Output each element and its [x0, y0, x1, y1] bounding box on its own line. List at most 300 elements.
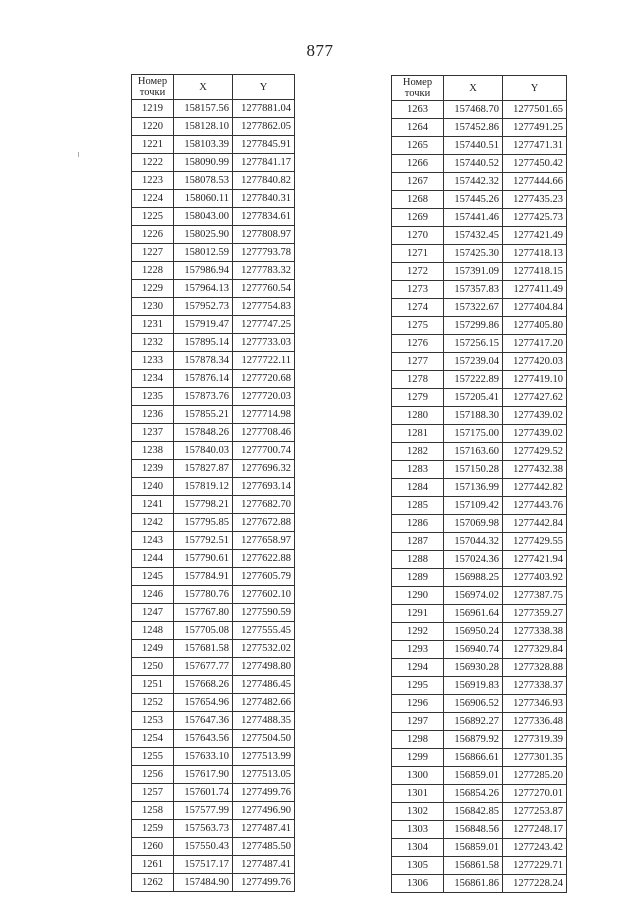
point-number-cell: 1262: [132, 874, 174, 892]
y-coordinate-cell: 1277270.01: [503, 785, 567, 803]
x-coordinate-cell: 156854.26: [444, 785, 503, 803]
y-coordinate-cell: 1277329.84: [503, 641, 567, 659]
x-coordinate-cell: 156988.25: [444, 569, 503, 587]
x-coordinate-cell: 157150.28: [444, 461, 503, 479]
x-coordinate-cell: 157617.90: [174, 766, 233, 784]
point-number-cell: 1242: [132, 514, 174, 532]
x-coordinate-cell: 157468.70: [444, 101, 503, 119]
table-row: [392, 857, 567, 875]
y-coordinate-cell: 1277708.46: [233, 424, 295, 442]
table-row: [132, 478, 295, 496]
x-coordinate-cell: 157798.21: [174, 496, 233, 514]
x-coordinate-cell: 157175.00: [444, 425, 503, 443]
y-coordinate-cell: 1277700.74: [233, 442, 295, 460]
point-number-cell: 1255: [132, 748, 174, 766]
margin-mark: [78, 152, 79, 157]
point-number-cell: 1294: [392, 659, 444, 677]
x-coordinate-cell: 157784.91: [174, 568, 233, 586]
y-coordinate-cell: 1277418.15: [503, 263, 567, 281]
point-number-cell: 1297: [392, 713, 444, 731]
table-row: [392, 353, 567, 371]
table-row: [132, 838, 295, 856]
point-number-cell: 1267: [392, 173, 444, 191]
point-number-cell: 1299: [392, 749, 444, 767]
y-coordinate-cell: 1277532.02: [233, 640, 295, 658]
table-row: [132, 532, 295, 550]
table-row: [132, 442, 295, 460]
y-coordinate-cell: 1277439.02: [503, 425, 567, 443]
table-row: [392, 785, 567, 803]
y-coordinate-cell: 1277482.66: [233, 694, 295, 712]
x-coordinate-cell: 157876.14: [174, 370, 233, 388]
point-number-cell: 1241: [132, 496, 174, 514]
point-number-cell: 1247: [132, 604, 174, 622]
x-coordinate-cell: 157109.42: [444, 497, 503, 515]
x-coordinate-cell: 157986.94: [174, 262, 233, 280]
table-row: [132, 514, 295, 532]
point-number-cell: 1298: [392, 731, 444, 749]
y-coordinate-cell: 1277419.10: [503, 371, 567, 389]
point-number-cell: 1260: [132, 838, 174, 856]
x-coordinate-cell: 157643.56: [174, 730, 233, 748]
coordinates-table-left: [131, 74, 295, 892]
point-number-cell: 1304: [392, 839, 444, 857]
y-coordinate-cell: 1277733.03: [233, 334, 295, 352]
x-coordinate-cell: 156859.01: [444, 839, 503, 857]
table-row: [132, 874, 295, 892]
table-row: [392, 551, 567, 569]
table-row: [392, 605, 567, 623]
y-coordinate-cell: 1277862.05: [233, 118, 295, 136]
x-coordinate-cell: 158157.56: [174, 100, 233, 118]
point-number-cell: 1231: [132, 316, 174, 334]
y-coordinate-cell: 1277696.32: [233, 460, 295, 478]
y-coordinate-cell: 1277404.84: [503, 299, 567, 317]
point-number-cell: 1279: [392, 389, 444, 407]
point-number-cell: 1270: [392, 227, 444, 245]
x-coordinate-cell: 157878.34: [174, 352, 233, 370]
y-coordinate-cell: 1277429.52: [503, 443, 567, 461]
point-number-cell: 1275: [392, 317, 444, 335]
x-coordinate-cell: 157767.80: [174, 604, 233, 622]
table-row: [392, 407, 567, 425]
header-x: X: [444, 76, 503, 101]
table-row: [132, 244, 295, 262]
point-number-cell: 1252: [132, 694, 174, 712]
table-row: [392, 677, 567, 695]
point-number-cell: 1280: [392, 407, 444, 425]
y-coordinate-cell: 1277328.88: [503, 659, 567, 677]
table-row: [132, 820, 295, 838]
y-coordinate-cell: 1277319.39: [503, 731, 567, 749]
x-coordinate-cell: 156861.58: [444, 857, 503, 875]
table-row: [132, 334, 295, 352]
point-number-cell: 1227: [132, 244, 174, 262]
y-coordinate-cell: 1277403.92: [503, 569, 567, 587]
x-coordinate-cell: 156879.92: [444, 731, 503, 749]
y-coordinate-cell: 1277513.05: [233, 766, 295, 784]
point-number-cell: 1229: [132, 280, 174, 298]
x-coordinate-cell: 157024.36: [444, 551, 503, 569]
table-row: [392, 425, 567, 443]
table-row: [392, 497, 567, 515]
x-coordinate-cell: 157440.52: [444, 155, 503, 173]
point-number-cell: 1244: [132, 550, 174, 568]
table-body-right: [392, 101, 567, 893]
y-coordinate-cell: 1277471.31: [503, 137, 567, 155]
y-coordinate-cell: 1277443.76: [503, 497, 567, 515]
y-coordinate-cell: 1277720.03: [233, 388, 295, 406]
point-number-cell: 1306: [392, 875, 444, 893]
table-row: [132, 262, 295, 280]
y-coordinate-cell: 1277722.11: [233, 352, 295, 370]
y-coordinate-cell: 1277485.50: [233, 838, 295, 856]
y-coordinate-cell: 1277486.45: [233, 676, 295, 694]
y-coordinate-cell: 1277338.37: [503, 677, 567, 695]
point-number-cell: 1276: [392, 335, 444, 353]
table-row: [132, 370, 295, 388]
x-coordinate-cell: 158090.99: [174, 154, 233, 172]
point-number-cell: 1236: [132, 406, 174, 424]
x-coordinate-cell: 156961.64: [444, 605, 503, 623]
y-coordinate-cell: 1277602.10: [233, 586, 295, 604]
y-coordinate-cell: 1277253.87: [503, 803, 567, 821]
x-coordinate-cell: 158078.53: [174, 172, 233, 190]
y-coordinate-cell: 1277498.80: [233, 658, 295, 676]
x-coordinate-cell: 157550.43: [174, 838, 233, 856]
x-coordinate-cell: 157668.26: [174, 676, 233, 694]
table-body-left: [132, 100, 295, 892]
point-number-cell: 1225: [132, 208, 174, 226]
table-row: [132, 316, 295, 334]
x-coordinate-cell: 157780.76: [174, 586, 233, 604]
x-coordinate-cell: 158103.39: [174, 136, 233, 154]
y-coordinate-cell: 1277499.76: [233, 874, 295, 892]
y-coordinate-cell: 1277420.03: [503, 353, 567, 371]
point-number-cell: 1290: [392, 587, 444, 605]
point-number-cell: 1226: [132, 226, 174, 244]
x-coordinate-cell: 157205.41: [444, 389, 503, 407]
x-coordinate-cell: 157163.60: [444, 443, 503, 461]
point-number-cell: 1258: [132, 802, 174, 820]
point-number-cell: 1287: [392, 533, 444, 551]
x-coordinate-cell: 156859.01: [444, 767, 503, 785]
x-coordinate-cell: 157391.09: [444, 263, 503, 281]
table-row: [132, 190, 295, 208]
point-number-cell: 1254: [132, 730, 174, 748]
y-coordinate-cell: 1277442.84: [503, 515, 567, 533]
y-coordinate-cell: 1277760.54: [233, 280, 295, 298]
y-coordinate-cell: 1277499.76: [233, 784, 295, 802]
table-row: [392, 281, 567, 299]
point-number-cell: 1284: [392, 479, 444, 497]
point-number-cell: 1265: [392, 137, 444, 155]
table-row: [132, 136, 295, 154]
x-coordinate-cell: 157299.86: [444, 317, 503, 335]
x-coordinate-cell: 157827.87: [174, 460, 233, 478]
y-coordinate-cell: 1277491.25: [503, 119, 567, 137]
y-coordinate-cell: 1277248.17: [503, 821, 567, 839]
y-coordinate-cell: 1277720.68: [233, 370, 295, 388]
x-coordinate-cell: 157790.61: [174, 550, 233, 568]
x-coordinate-cell: 157873.76: [174, 388, 233, 406]
x-coordinate-cell: 156861.86: [444, 875, 503, 893]
x-coordinate-cell: 157601.74: [174, 784, 233, 802]
x-coordinate-cell: 157848.26: [174, 424, 233, 442]
x-coordinate-cell: 158012.59: [174, 244, 233, 262]
y-coordinate-cell: 1277439.02: [503, 407, 567, 425]
y-coordinate-cell: 1277840.82: [233, 172, 295, 190]
x-coordinate-cell: 156950.24: [444, 623, 503, 641]
x-coordinate-cell: 157357.83: [444, 281, 503, 299]
y-coordinate-cell: 1277783.32: [233, 262, 295, 280]
point-number-cell: 1282: [392, 443, 444, 461]
y-coordinate-cell: 1277429.55: [503, 533, 567, 551]
table-row: [132, 460, 295, 478]
point-number-cell: 1301: [392, 785, 444, 803]
x-coordinate-cell: 156974.02: [444, 587, 503, 605]
table-row: [132, 658, 295, 676]
y-coordinate-cell: 1277840.31: [233, 190, 295, 208]
y-coordinate-cell: 1277427.62: [503, 389, 567, 407]
point-number-cell: 1240: [132, 478, 174, 496]
table-row: [392, 173, 567, 191]
page-number: 877: [306, 41, 334, 60]
table-row: [392, 587, 567, 605]
x-coordinate-cell: 157952.73: [174, 298, 233, 316]
table-row: [392, 713, 567, 731]
point-number-cell: 1261: [132, 856, 174, 874]
table-row: [392, 101, 567, 119]
x-coordinate-cell: 157855.21: [174, 406, 233, 424]
table-row: [392, 569, 567, 587]
table-row: [392, 389, 567, 407]
table-row: [132, 604, 295, 622]
y-coordinate-cell: 1277450.42: [503, 155, 567, 173]
point-number-cell: 1271: [392, 245, 444, 263]
table-row: [392, 299, 567, 317]
point-number-cell: 1259: [132, 820, 174, 838]
x-coordinate-cell: 157654.96: [174, 694, 233, 712]
x-coordinate-cell: 157188.30: [444, 407, 503, 425]
y-coordinate-cell: 1277841.17: [233, 154, 295, 172]
y-coordinate-cell: 1277605.79: [233, 568, 295, 586]
y-coordinate-cell: 1277346.93: [503, 695, 567, 713]
point-number-cell: 1253: [132, 712, 174, 730]
table-row: [392, 803, 567, 821]
point-number-cell: 1273: [392, 281, 444, 299]
y-coordinate-cell: 1277435.23: [503, 191, 567, 209]
point-number-cell: 1296: [392, 695, 444, 713]
point-number-cell: 1268: [392, 191, 444, 209]
x-coordinate-cell: 156940.74: [444, 641, 503, 659]
point-number-cell: 1222: [132, 154, 174, 172]
y-coordinate-cell: 1277555.45: [233, 622, 295, 640]
y-coordinate-cell: 1277754.83: [233, 298, 295, 316]
table-row: [132, 388, 295, 406]
point-number-cell: 1245: [132, 568, 174, 586]
point-number-cell: 1264: [392, 119, 444, 137]
table-row: [392, 839, 567, 857]
point-number-cell: 1272: [392, 263, 444, 281]
y-coordinate-cell: 1277444.66: [503, 173, 567, 191]
point-number-cell: 1232: [132, 334, 174, 352]
table-row: [132, 154, 295, 172]
point-number-cell: 1256: [132, 766, 174, 784]
x-coordinate-cell: 156848.56: [444, 821, 503, 839]
x-coordinate-cell: 157647.36: [174, 712, 233, 730]
point-number-cell: 1234: [132, 370, 174, 388]
x-coordinate-cell: 157705.08: [174, 622, 233, 640]
x-coordinate-cell: 157895.14: [174, 334, 233, 352]
y-coordinate-cell: 1277622.88: [233, 550, 295, 568]
table-row: [392, 317, 567, 335]
x-coordinate-cell: 157795.85: [174, 514, 233, 532]
y-coordinate-cell: 1277338.38: [503, 623, 567, 641]
x-coordinate-cell: 157222.89: [444, 371, 503, 389]
x-coordinate-cell: 157425.30: [444, 245, 503, 263]
x-coordinate-cell: 157322.67: [444, 299, 503, 317]
table-row: [132, 676, 295, 694]
table-row: [392, 695, 567, 713]
point-number-cell: 1221: [132, 136, 174, 154]
y-coordinate-cell: 1277387.75: [503, 587, 567, 605]
point-number-cell: 1238: [132, 442, 174, 460]
y-coordinate-cell: 1277285.20: [503, 767, 567, 785]
x-coordinate-cell: 157633.10: [174, 748, 233, 766]
y-coordinate-cell: 1277417.20: [503, 335, 567, 353]
table-row: [132, 766, 295, 784]
x-coordinate-cell: 157919.47: [174, 316, 233, 334]
header-point-number: Номер точки: [392, 76, 444, 101]
y-coordinate-cell: 1277881.04: [233, 100, 295, 118]
point-number-cell: 1220: [132, 118, 174, 136]
table-row: [132, 496, 295, 514]
table-row: [132, 712, 295, 730]
point-number-cell: 1278: [392, 371, 444, 389]
table-row: [132, 802, 295, 820]
table-row: [392, 371, 567, 389]
x-coordinate-cell: 158128.10: [174, 118, 233, 136]
table-row: [392, 767, 567, 785]
point-number-cell: 1263: [392, 101, 444, 119]
point-number-cell: 1257: [132, 784, 174, 802]
y-coordinate-cell: 1277590.59: [233, 604, 295, 622]
y-coordinate-cell: 1277793.78: [233, 244, 295, 262]
header-x: X: [174, 75, 233, 100]
x-coordinate-cell: 157256.15: [444, 335, 503, 353]
table-row: [392, 623, 567, 641]
table-row: [132, 100, 295, 118]
table-row: [132, 208, 295, 226]
y-coordinate-cell: 1277425.73: [503, 209, 567, 227]
table-row: [392, 641, 567, 659]
table-row: [132, 640, 295, 658]
point-number-cell: 1293: [392, 641, 444, 659]
table-row: [132, 298, 295, 316]
table-row: [392, 227, 567, 245]
point-number-cell: 1286: [392, 515, 444, 533]
y-coordinate-cell: 1277496.90: [233, 802, 295, 820]
point-number-cell: 1228: [132, 262, 174, 280]
point-number-cell: 1223: [132, 172, 174, 190]
point-number-cell: 1269: [392, 209, 444, 227]
y-coordinate-cell: 1277487.41: [233, 820, 295, 838]
x-coordinate-cell: 158043.00: [174, 208, 233, 226]
y-coordinate-cell: 1277432.38: [503, 461, 567, 479]
y-coordinate-cell: 1277405.80: [503, 317, 567, 335]
table-header-row: [132, 75, 295, 100]
y-coordinate-cell: 1277411.49: [503, 281, 567, 299]
point-number-cell: 1281: [392, 425, 444, 443]
x-coordinate-cell: 157239.04: [444, 353, 503, 371]
y-coordinate-cell: 1277714.98: [233, 406, 295, 424]
table-row: [392, 875, 567, 893]
x-coordinate-cell: 157452.86: [444, 119, 503, 137]
x-coordinate-cell: 157440.51: [444, 137, 503, 155]
point-number-cell: 1288: [392, 551, 444, 569]
point-number-cell: 1243: [132, 532, 174, 550]
table-row: [132, 280, 295, 298]
y-coordinate-cell: 1277442.82: [503, 479, 567, 497]
y-coordinate-cell: 1277747.25: [233, 316, 295, 334]
point-number-cell: 1292: [392, 623, 444, 641]
point-number-cell: 1235: [132, 388, 174, 406]
point-number-cell: 1302: [392, 803, 444, 821]
table-row: [132, 424, 295, 442]
point-number-cell: 1305: [392, 857, 444, 875]
table-row: [392, 821, 567, 839]
point-number-cell: 1248: [132, 622, 174, 640]
x-coordinate-cell: 157840.03: [174, 442, 233, 460]
header-y: Y: [503, 76, 567, 101]
x-coordinate-cell: 157964.13: [174, 280, 233, 298]
y-coordinate-cell: 1277834.61: [233, 208, 295, 226]
y-coordinate-cell: 1277504.50: [233, 730, 295, 748]
table-row: [132, 730, 295, 748]
point-number-cell: 1274: [392, 299, 444, 317]
header-y: Y: [233, 75, 295, 100]
header-point-number: Номер точки: [132, 75, 174, 100]
x-coordinate-cell: 157677.77: [174, 658, 233, 676]
table-row: [392, 461, 567, 479]
table-row: [132, 568, 295, 586]
y-coordinate-cell: 1277421.49: [503, 227, 567, 245]
x-coordinate-cell: 156892.27: [444, 713, 503, 731]
x-coordinate-cell: 157563.73: [174, 820, 233, 838]
point-number-cell: 1303: [392, 821, 444, 839]
x-coordinate-cell: 158025.90: [174, 226, 233, 244]
table-row: [392, 155, 567, 173]
y-coordinate-cell: 1277418.13: [503, 245, 567, 263]
point-number-cell: 1250: [132, 658, 174, 676]
y-coordinate-cell: 1277845.91: [233, 136, 295, 154]
x-coordinate-cell: 157577.99: [174, 802, 233, 820]
x-coordinate-cell: 157442.32: [444, 173, 503, 191]
point-number-cell: 1251: [132, 676, 174, 694]
table-row: [392, 731, 567, 749]
point-number-cell: 1239: [132, 460, 174, 478]
y-coordinate-cell: 1277808.97: [233, 226, 295, 244]
x-coordinate-cell: 157792.51: [174, 532, 233, 550]
table-row: [392, 335, 567, 353]
table-row: [392, 209, 567, 227]
y-coordinate-cell: 1277682.70: [233, 496, 295, 514]
table-row: [132, 118, 295, 136]
y-coordinate-cell: 1277229.71: [503, 857, 567, 875]
y-coordinate-cell: 1277421.94: [503, 551, 567, 569]
table-row: [132, 586, 295, 604]
